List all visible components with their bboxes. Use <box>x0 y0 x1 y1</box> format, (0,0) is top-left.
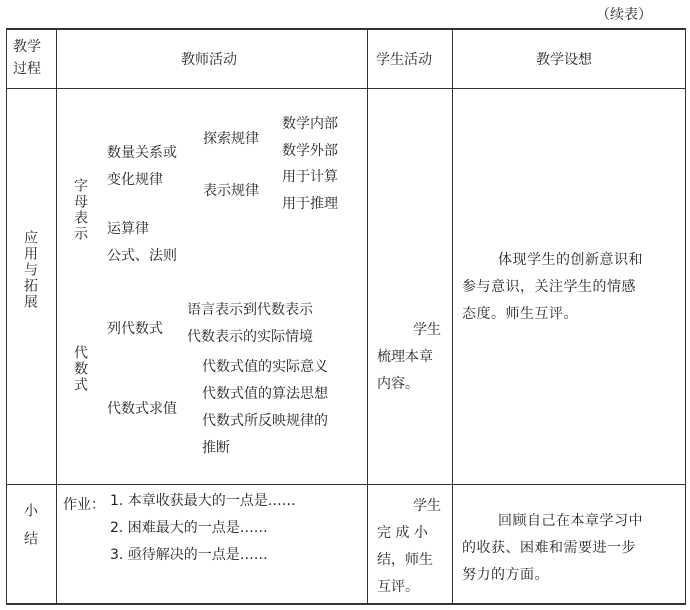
letters-label: 字母表示 <box>72 178 88 242</box>
express-items: 用于计算 用于推理 <box>282 169 338 212</box>
design-2: 回顾自己在本章学习中 的收获、困难和需要进一步 努力的方面。 <box>462 513 643 583</box>
algebra-label: 代数式 <box>72 345 88 393</box>
process-application: 应用与拓展 <box>22 230 38 310</box>
express-rule: 表示规律 <box>203 183 259 199</box>
process-summary: 小结 <box>22 503 38 559</box>
header-student: 学生活动 <box>376 52 432 68</box>
header-process: 教学 过程 <box>13 39 41 77</box>
homework-prefix: 作业： <box>63 497 105 513</box>
header-design: 教学设想 <box>536 52 592 68</box>
student-activity-1: 学生 梳理本章 内容。 <box>377 322 441 392</box>
evaluate-items: 代数式值的实际意义 代数式值的算法思想 代数式所反映规律的 推断 <box>202 359 328 456</box>
student-activity-2: 学生 完 成 小 结，师生 互评。 <box>377 498 441 595</box>
continued-label: （续表） <box>596 7 652 23</box>
explore-items: 数学内部 数学外部 <box>282 116 338 159</box>
qty-relation: 数量关系或 变化规律 <box>107 145 177 188</box>
write-items: 语言表示到代数表示 代数表示的实际情境 <box>187 302 313 345</box>
laws-formulas: 运算律 公式、法则 <box>107 221 177 264</box>
design-1: 体现学生的创新意识和 参与意识，关注学生的情感 态度。师生互评。 <box>462 252 643 322</box>
explore-rule: 探索规律 <box>203 131 259 147</box>
write-expression: 列代数式 <box>107 321 163 337</box>
header-teacher: 教师活动 <box>181 52 237 68</box>
evaluate-expression: 代数式求值 <box>107 401 177 417</box>
homework-items: 1. 本章收获最大的一点是…… 2. 困难最大的一点是…… 3. 亟待解决的一点是…… <box>110 493 296 563</box>
